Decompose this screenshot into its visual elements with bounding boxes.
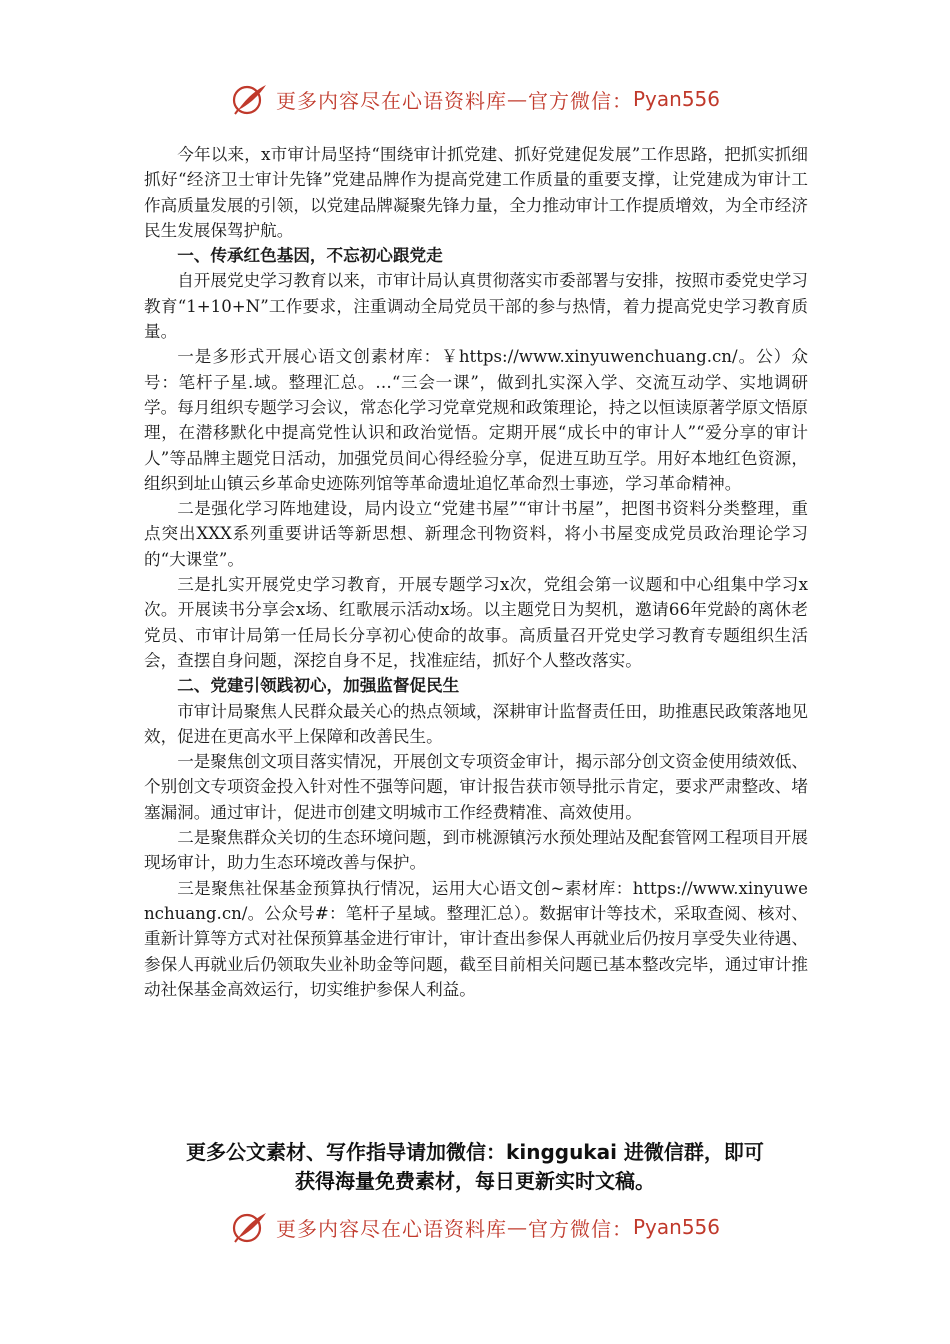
body-paragraph: 一是聚焦创文项目落实情况，开展创文专项资金审计，揭示部分创文资金使用绩效低、个别创文专项资金投入针对性不强等问题，审计报告获市领导批示肯定，要求严肃整改、堵塞漏洞。通过审计，促进市创建文明城市工作经费精准、高效使用。 [144, 752, 808, 822]
body-paragraph: 三是扎实开展党史学习教育，开展专题学习x次，党组会第一议题和中心组集中学习x次。开展读书分享会x场、红歌展示活动x场。以主题党日为契机，邀请66年党龄的离休老党员、市审计局第一任局长分享初心使命的故事。高质量召开党史学习教育专题组织生活会，查摆自身问题，深挖自身不足，找准症结，抓好个人整改落实。 [144, 575, 808, 670]
header-banner [0, 82, 950, 116]
body-paragraph: 三是聚焦社保基金预算执行情况，运用大心语文创~素材库：https://www.xinyuwenchuang.cn/。公众号#：笔杆子星域。整理汇总）。数据审计等技术，采取查阅、核对、重新计算等方式对社保预算基金进行审计，审计查出参保人再就业后仍按月享受失业待遇、参保人再就业后仍领取失业补助金等问题，截至目前相关问题已基本整改完毕，通过审计推动社保基金高效运行，切实维护参保人利益。 [144, 878, 808, 999]
article-body [144, 142, 808, 1002]
banner-wechat-label: 官方微信： [527, 88, 633, 113]
footer-note [110, 1138, 840, 1196]
footer-line-1: 更多公文素材、写作指导请加微信：kinggukai 进微信群，即可 [186, 1140, 764, 1164]
banner-separator: — [506, 1215, 528, 1239]
body-paragraph: 一是多形式开展心语文创素材库：￥https://www.xinyuwenchuang.cn/。公）众号：笔杆子星.域。整理汇总。…“三会一课”，做到扎实深入学、交流互动学、实地调研学。每月组织专题学习会议，常态化学习党章党规和政策理论，持之以恒读原著学原文悟原理，在潜移默化中提高党性认识和政治觉悟。定期开展“成长中的审计人”“爱分享的审计人”等品牌主题党日活动，加强党员间心得经验分享，促进互助互学。用好本地红色资源，组织到址山镇云乡革命史迹陈列馆等革命遗址追忆革命烈士事迹，学习革命精神。 [144, 347, 808, 493]
body-paragraph: 市审计局聚焦人民群众最关心的热点领域，深耕审计监督责任田，助推惠民政策落地见效，促进在更高水平上保障和改善民生。 [144, 701, 808, 746]
body-paragraph: 二是聚焦群众关切的生态环境问题，到市桃源镇污水预处理站及配套管网工程项目开展现场审计，助力生态环境改善与保护。 [144, 828, 808, 873]
section-heading-1: 一、传承红色基因，不忘初心跟党走 [177, 246, 443, 266]
body-paragraph: 二是强化学习阵地建设，局内设立“党建书屋”“审计书屋”，把图书资料分类整理，重点突出XXX系列重要讲话等新思想、新理念刊物资料，将小书屋变成党员政治理论学习的“大课堂”。 [144, 499, 808, 569]
banner-wechat-id: Pyan556 [632, 1215, 720, 1239]
banner-wechat-label: 官方微信： [527, 1216, 633, 1241]
body-paragraph: 自开展党史学习教育以来，市审计局认真贯彻落实市委部署与安排，按照市委党史学习教育“1+10+N”工作要求，注重调动全局党员干部的参与热情，着力提高党史学习教育质量。 [144, 271, 808, 342]
banner-wechat-id: Pyan556 [632, 87, 720, 111]
banner-text: 更多内容尽在心语资料库 [275, 88, 507, 113]
footer-banner [0, 1210, 950, 1244]
intro-paragraph: 今年以来，x市审计局坚持“围绕审计抓党建、抓好党建促发展”工作思路，把抓实抓细抓好“经济卫士审计先锋”党建品牌作为提高党建工作质量的重要支撑，让党建成为审计工作高质量发展的引领，以党建品牌凝聚先锋力量，全力推动审计工作提质增效，为全市经济民生发展保驾护航。 [144, 145, 808, 240]
banner-separator: — [506, 87, 528, 111]
banner-text: 更多内容尽在心语资料库 [275, 1216, 507, 1241]
quill-pen-logo-icon [230, 1210, 270, 1244]
footer-line-2: 获得海量免费素材，每日更新实时文稿。 [295, 1169, 655, 1193]
section-heading-2: 二、党建引领践初心，加强监督促民生 [177, 676, 460, 696]
quill-pen-logo-icon [230, 82, 270, 116]
